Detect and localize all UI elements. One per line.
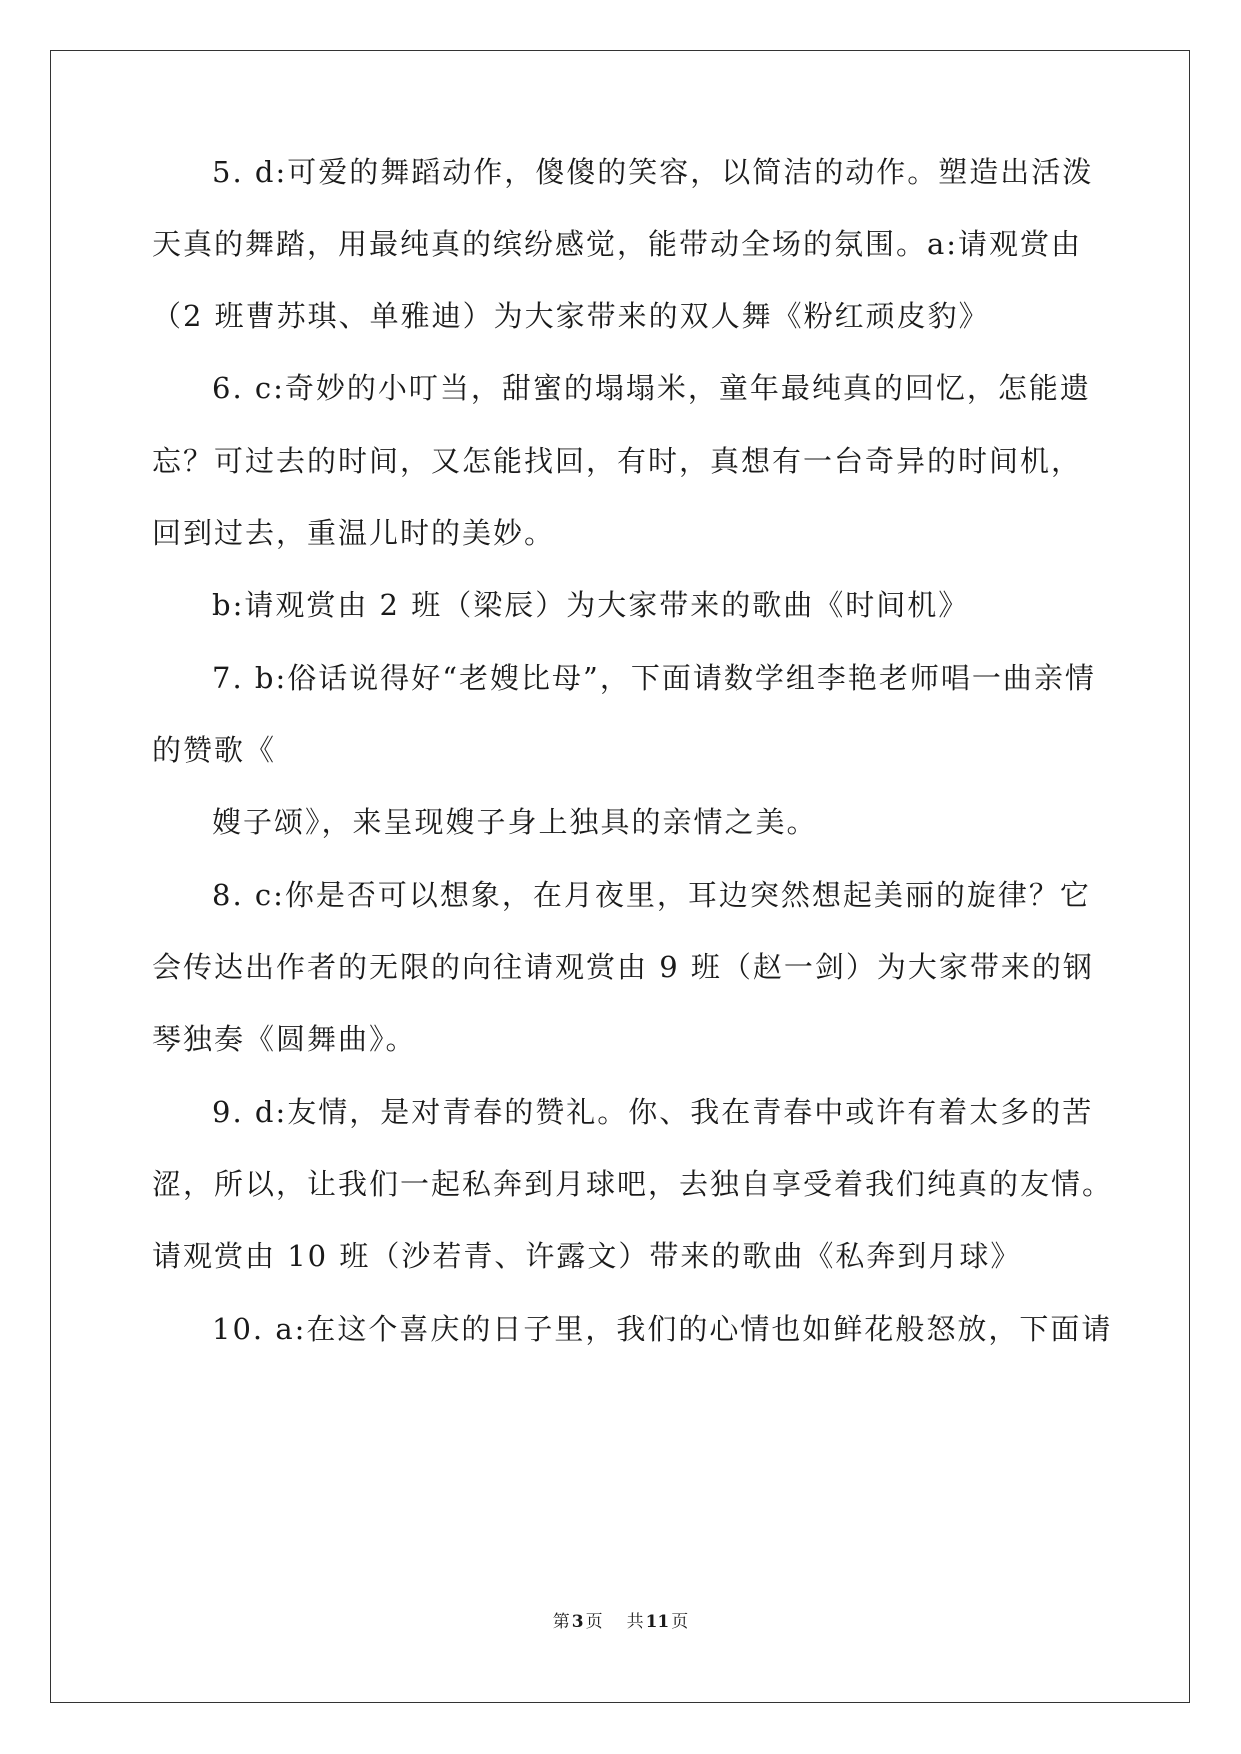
paragraph-line: 涩，所以，让我们一起私奔到月球吧，去独自享受着我们纯真的友情。 (152, 1167, 1114, 1201)
paragraph-line: 的赞歌《 (152, 733, 277, 767)
paragraph-line: 回到过去，重温儿时的美妙。 (152, 516, 556, 550)
paragraph-line: b:请观赏由 2 班（梁辰）为大家带来的歌曲《时间机》 (212, 588, 970, 622)
paragraph-line: 请观赏由 10 班（沙若青、许露文）带来的歌曲《私奔到月球》 (152, 1239, 1022, 1273)
paragraph-line: 嫂子颂》，来呈现嫂子身上独具的亲情之美。 (212, 805, 818, 839)
paragraph-line: 9. d:友情，是对青春的赞礼。你、我在青春中或许有着太多的苦 (212, 1095, 1094, 1129)
paragraph-line: 6. c:奇妙的小叮当，甜蜜的塌塌米，童年最纯真的回忆，怎能遗 (212, 371, 1091, 405)
paragraph-line: （2 班曹苏琪、单雅迪）为大家带来的双人舞《粉红顽皮豹》 (152, 299, 990, 333)
total-prefix: 共 (626, 1612, 644, 1632)
paragraph-line: 会传达出作者的无限的向往请观赏由 9 班（赵一剑）为大家带来的钢 (152, 950, 1094, 984)
total-pages: 11 (645, 1612, 670, 1632)
paragraph-line: 忘？可过去的时间，又怎能找回，有时，真想有一台奇异的时间机， (152, 444, 1083, 478)
page-number: 3 (571, 1612, 584, 1632)
page-prefix: 第 (552, 1612, 570, 1632)
page-footer (0, 1610, 1241, 1634)
paragraph-line: 琴独奏《圆舞曲》。 (152, 1022, 417, 1056)
paragraph-line: 10. a:在这个喜庆的日子里，我们的心情也如鲜花般怒放，下面请 (212, 1312, 1113, 1346)
paragraph-line: 7. b:俗话说得好“老嫂比母”，下面请数学组李艳老师唱一曲亲情 (212, 661, 1096, 695)
paragraph-line: 8. c:你是否可以想象，在月夜里，耳边突然想起美丽的旋律？它 (212, 878, 1091, 912)
paragraph-line: 天真的舞踏，用最纯真的缤纷感觉，能带动全场的氛围。a:请观赏由 (152, 227, 1083, 261)
total-suffix: 页 (671, 1612, 689, 1632)
paragraph-line: 5. d:可爱的舞蹈动作，傻傻的笑容，以简洁的动作。塑造出活泼 (212, 155, 1094, 189)
page-suffix: 页 (585, 1612, 603, 1632)
